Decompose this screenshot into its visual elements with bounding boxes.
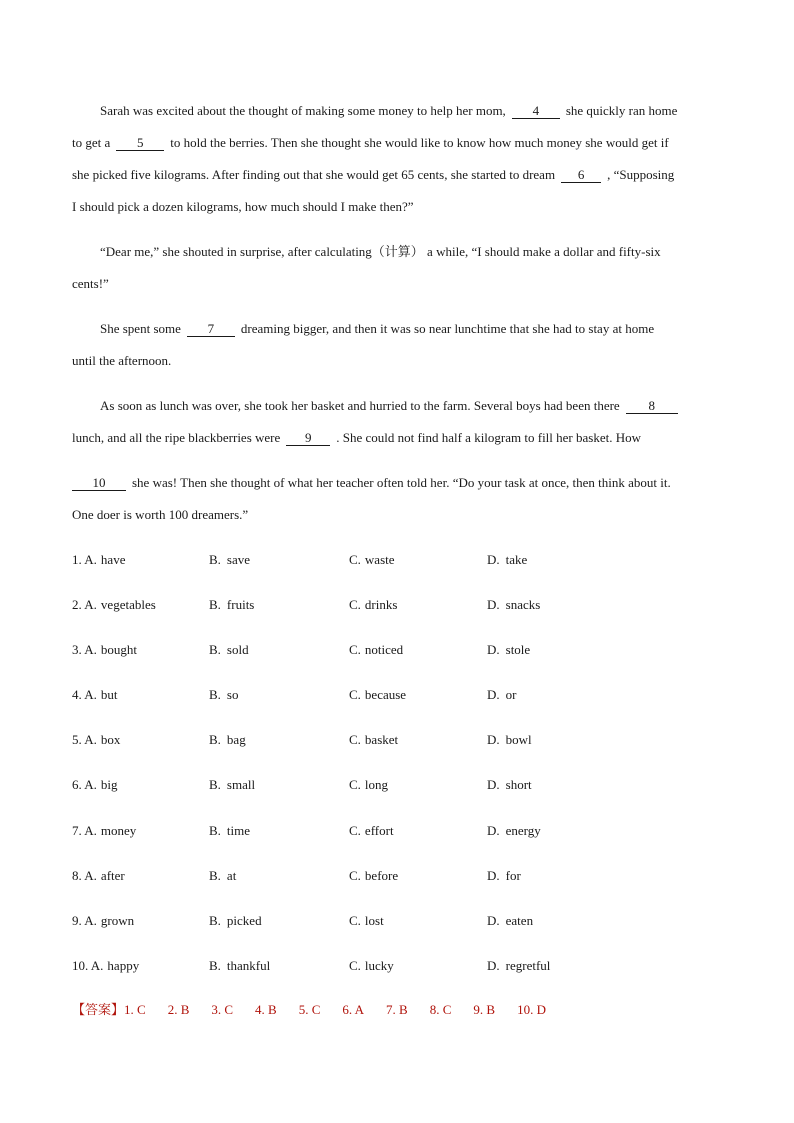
option-d (487, 552, 527, 568)
option-letter: C. (349, 823, 361, 838)
option-letter: C. (349, 777, 361, 792)
option-b (209, 687, 238, 703)
blank-9: 9 (286, 431, 330, 446)
answer-line (72, 1002, 546, 1018)
option-letter: D. (487, 777, 500, 792)
option-d (487, 958, 550, 974)
option-c (349, 958, 394, 974)
option-text: grown (100, 913, 135, 928)
option-letter: C. (349, 868, 361, 883)
option-text: regretful (505, 958, 551, 973)
option-letter: B. (209, 732, 221, 747)
option-letter: B. (209, 823, 221, 838)
option-letter: D. (487, 687, 500, 702)
blank-10: 10 (72, 476, 126, 491)
option-text: noticed (364, 642, 404, 657)
option-b (209, 868, 236, 884)
answer-label: 【答案】 (72, 1002, 125, 1017)
option-text: or (505, 687, 517, 702)
option-letter: B. (209, 958, 221, 973)
blank-6: 6 (561, 168, 601, 183)
option-text: happy (107, 958, 140, 973)
text-span: dreaming bigger, and then it was so near lunchtime that she had to stay at home (240, 321, 655, 336)
passage-p2-line2: cents!” (72, 276, 109, 291)
text-span: lunch, and all the ripe blackberries were (72, 430, 281, 445)
option-text: money (100, 823, 137, 838)
option-text: drinks (364, 597, 398, 612)
option-a (72, 687, 118, 703)
option-letter: B. (209, 687, 221, 702)
option-text: thankful (226, 958, 271, 973)
option-text: bag (226, 732, 246, 747)
passage-p2-line1: “Dear me,” she shouted in surprise, after calculating（计算） a while, “I should make a dollar and fifty-six (100, 244, 661, 259)
option-letter: B. (209, 642, 221, 657)
option-text: big (100, 777, 118, 792)
option-letter: C. (349, 552, 361, 567)
option-letter: D. (487, 552, 500, 567)
option-a (72, 597, 156, 613)
passage-p1-line4: I should pick a dozen kilograms, how much should I make then?” (72, 199, 414, 214)
option-letter: D. (487, 823, 500, 838)
passage-p1-line1 (100, 103, 677, 119)
option-text: waste (364, 552, 395, 567)
passage-p4-line2 (72, 430, 641, 446)
answer-item: 2. B (167, 1002, 190, 1017)
answer-items (124, 1002, 546, 1017)
text-span: Sarah was excited about the thought of making some money to help her mom, (100, 103, 506, 118)
option-letter: C. (349, 913, 361, 928)
blank-4: 4 (512, 104, 560, 119)
option-c (349, 687, 406, 703)
option-b (209, 777, 255, 793)
option-letter: D. (487, 913, 500, 928)
text-span: She spent some (100, 321, 181, 336)
question-number: 7. A. (72, 823, 97, 838)
option-text: small (226, 777, 256, 792)
option-text: time (226, 823, 251, 838)
option-text: have (100, 552, 126, 567)
option-text: sold (226, 642, 249, 657)
option-letter: B. (209, 552, 221, 567)
passage-p1-line2 (72, 135, 669, 151)
option-letter: C. (349, 642, 361, 657)
passage-p4-line1 (100, 398, 684, 414)
option-text: bowl (505, 732, 532, 747)
option-letter: B. (209, 777, 221, 792)
option-text: picked (226, 913, 262, 928)
option-text: because (364, 687, 407, 702)
option-letter: C. (349, 732, 361, 747)
option-text: short (505, 777, 532, 792)
option-a (72, 823, 136, 839)
option-a (72, 777, 118, 793)
option-d (487, 642, 530, 658)
question-number: 8. A. (72, 868, 97, 883)
blank-8: 8 (626, 399, 678, 414)
text-span: she quickly ran home (565, 103, 678, 118)
answer-item: 8. C (429, 1002, 452, 1017)
passage-p4-line3 (72, 475, 671, 491)
answer-item: 4. B (255, 1002, 277, 1017)
text-span: she picked five kilograms. After finding out that she would get 65 cents, she started to dream (72, 167, 556, 182)
option-a (72, 958, 139, 974)
option-letter: B. (209, 868, 221, 883)
text-span: to hold the berries. Then she thought she would like to know how much money she would get if (170, 135, 669, 150)
option-c (349, 823, 394, 839)
question-number: 5. A. (72, 732, 97, 747)
option-c (349, 777, 388, 793)
answer-item: 3. C (211, 1002, 234, 1017)
answer-item: 10. D (517, 1002, 546, 1017)
option-letter: D. (487, 732, 500, 747)
answer-item: 7. B (386, 1002, 408, 1017)
text-span: she was! Then she thought of what her teacher often told her. “Do your task at once, then think about it. (132, 475, 671, 490)
text-span: As soon as lunch was over, she took her basket and hurried to the farm. Several boys had been there (100, 398, 620, 413)
passage-p3-line2: until the afternoon. (72, 353, 172, 368)
question-number: 3. A. (72, 642, 97, 657)
option-text: energy (505, 823, 541, 838)
option-text: for (505, 868, 521, 883)
blank-7: 7 (187, 322, 235, 337)
answer-item: 1. C (124, 1002, 146, 1017)
option-b (209, 913, 262, 929)
option-text: at (226, 868, 237, 883)
option-d (487, 868, 521, 884)
option-text: after (100, 868, 125, 883)
option-d (487, 777, 532, 793)
option-letter: B. (209, 913, 221, 928)
option-d (487, 913, 533, 929)
question-number: 1. A. (72, 552, 97, 567)
option-b (209, 958, 270, 974)
option-text: save (226, 552, 251, 567)
option-text: basket (364, 732, 399, 747)
option-c (349, 732, 398, 748)
blank-5: 5 (116, 136, 164, 151)
option-c (349, 868, 398, 884)
option-a (72, 868, 125, 884)
option-text: before (364, 868, 399, 883)
option-letter: C. (349, 597, 361, 612)
option-d (487, 687, 516, 703)
option-letter: B. (209, 597, 221, 612)
option-text: take (505, 552, 528, 567)
answer-item: 9. B (473, 1002, 496, 1017)
answer-item: 5. C (298, 1002, 321, 1017)
option-a (72, 913, 134, 929)
option-text: lucky (364, 958, 394, 973)
question-number: 6. A. (72, 777, 97, 792)
question-number: 4. A. (72, 687, 97, 702)
option-text: stole (505, 642, 531, 657)
option-a (72, 552, 125, 568)
option-letter: C. (349, 687, 361, 702)
option-b (209, 552, 250, 568)
option-letter: D. (487, 597, 500, 612)
option-c (349, 552, 395, 568)
option-text: eaten (505, 913, 534, 928)
option-text: so (226, 687, 239, 702)
question-number: 10. A. (72, 958, 104, 973)
option-b (209, 823, 250, 839)
option-letter: D. (487, 642, 500, 657)
passage-p4-line4: One doer is worth 100 dreamers.” (72, 507, 249, 522)
option-text: lost (364, 913, 384, 928)
option-text: snacks (505, 597, 541, 612)
text-span: to get a (72, 135, 111, 150)
option-letter: D. (487, 958, 500, 973)
option-text: bought (100, 642, 138, 657)
text-span: . She could not find half a kilogram to fill her basket. How (336, 430, 641, 445)
option-text: but (100, 687, 118, 702)
passage-p3-line1 (100, 321, 654, 337)
option-a (72, 642, 137, 658)
option-c (349, 913, 384, 929)
option-d (487, 597, 540, 613)
option-text: box (100, 732, 121, 747)
option-b (209, 642, 249, 658)
option-d (487, 823, 541, 839)
option-b (209, 597, 254, 613)
passage-p1-line3 (72, 167, 674, 183)
option-c (349, 597, 397, 613)
option-letter: C. (349, 958, 361, 973)
answer-item: 6. A (342, 1002, 365, 1017)
option-text: fruits (226, 597, 255, 612)
option-c (349, 642, 403, 658)
question-number: 2. A. (72, 597, 97, 612)
option-letter: D. (487, 868, 500, 883)
option-d (487, 732, 532, 748)
option-text: long (364, 777, 389, 792)
text-span: , “Supposing (607, 167, 675, 182)
option-b (209, 732, 246, 748)
option-text: vegetables (100, 597, 156, 612)
option-a (72, 732, 120, 748)
option-text: effort (364, 823, 394, 838)
question-number: 9. A. (72, 913, 97, 928)
